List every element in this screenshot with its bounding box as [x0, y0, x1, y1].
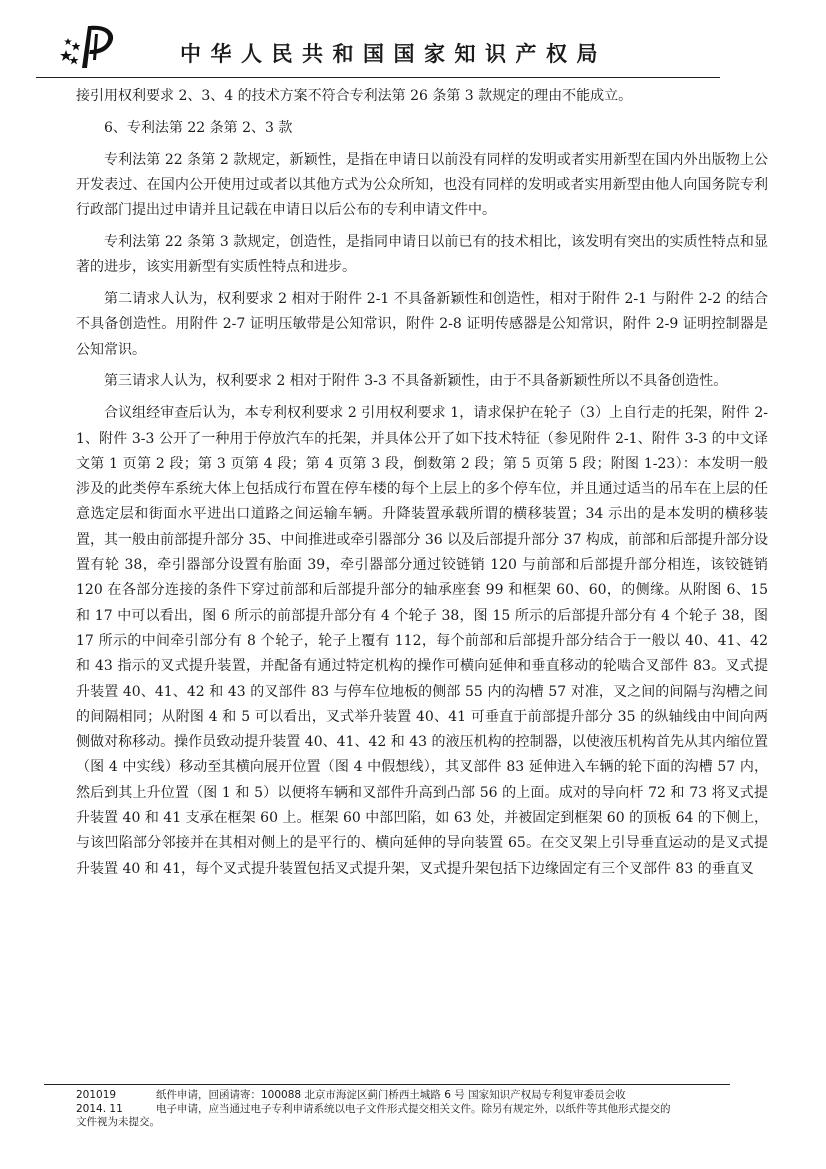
paragraph: 第三请求人认为，权利要求 2 相对于附件 3-3 不具备新颖性，由于不具备新颖性所以不具备创造性。: [104, 373, 728, 390]
footer-mail-note: 纸件申请，回函请寄：100088 北京市海淀区蓟门桥西土城路 6 号 国家知识产权局专利复审委员会收: [156, 1089, 626, 1101]
paragraph: 专利法第 22 条第 3 款规定，创造性，是指同申请日以前已有的技术相比，该发明有突出的实质性特点和显著的进步，该实用新型有实质性特点和进步。: [76, 233, 768, 276]
paragraph: 第二请求人认为，权利要求 2 相对于附件 2-1 不具备新颖性和创造性，相对于附件 2-1 与附件 2-2 的结合不具备创造性。用附件 2-7 证明压敏带是公知常识，附件 2-8 证明传感器是公知常识，附件 2-9 证明控制器是公知常识。: [76, 291, 768, 358]
paragraph: 合议组经审查后认为，本专利权利要求 2 引用权利要求 1，请求保护在轮子（3）上自行走的托架，附件 2-1、附件 3-3 公开了一种用于停放汽车的托架，并具体公开了如下技术特征（参见附件 2-1、附件 3-3 的中文译文第 1 页第 2 段；第 3 页第 4 段；第 4 页第 3 段，倒数第 2 段；第 5 页第 5 段；附图 1-23）：本发明一般涉及的此类停车系统大体上包括成行布置在停车楼的每个上层上的多个停车位，并且通过适当的吊车在上层的任意选定层和街面水平进出口道路之间运输车辆。升降装置承载所谓的横移装置；34 示出的是本发明的横移装置，其一般由前部提升部分 35、中间推进或牵引器部分 36 以及后部提升部分 37 构成，前部和后部提升部分设置有轮 38，牵引器部分设置有胎面 39，牵引器部分通过铰链销 120 与前部和后部提升部分相连，该铰链销 120 在各部分连接的条件下穿过前部和后部提升部分的轴承座套 99 和框架 60、60，的侧缘。从附图 6、15 和 17 中可以看出，图 6 所示的前部提升部分有 4 个轮子 38，图 15 所示的后部提升部分有 4 个轮子 38，图 17 所示的中间牵引部分有 8 个轮子，轮子上覆有 112，每个前部和后部提升部分结合于一般以 40、41、42 和 43 指示的叉式提升装置，并配备有通过特定机构的操作可横向延伸和垂直移动的轮啮合叉部件 83。叉式提升装置 40、41、42 和 43 的叉部件 83 与停车位地板的侧部 55 内的沟槽 57 对准，叉之间的间隔与沟槽之间的间隔相同；从附图 4 和 5 可以看出，叉式举升装置 40、41 可垂直于前部提升部分 35 的纵轴线由中间向两侧做对称移动。操作员致动提升装置 40、41、42 和 43 的液压机构的控制器，以使液压机构首先从其内缩位置（图 4 中实线）移动至其横向展开位置（图 4 中假想线），其叉部件 83 延伸进入车辆的轮下面的沟槽 57 内，然后到其上升位置（图 1 和 5）以便将车辆和叉部件升高到凸部 56 的上面。成对的导向杆 72 和 73 将叉式提升装置 40 和 41 支承在框架 60 上。框架 60 中部凹陷，如 63 处，并被固定到框架 60 的顶板 64 的下侧上，与该凹陷部分邻接并在其相对侧上的是平行的、横向延伸的导向装置 65。在交叉架上引导垂直运动的是叉式提升装置 40 和 41，每个叉式提升装置包括叉式提升架，叉式提升架包括下边缘固定有三个叉部件 83 的垂直叉: [76, 405, 768, 877]
form-date: 2014. 11: [76, 1102, 123, 1115]
header-divider: [36, 77, 720, 78]
section-heading: 6、专利法第 22 条第 2、3 款: [104, 119, 293, 136]
page-title: 中华人民共和国国家知识产权局: [180, 42, 607, 66]
document-body: [76, 84, 768, 888]
footer-electronic-note: 电子申请，应当通过电子专利申请系统以电子文件形式提交相关文件。除另有规定外，以纸件等其他形式提交的: [156, 1102, 671, 1115]
footer-divider: [44, 1084, 730, 1085]
footer: [76, 1089, 776, 1130]
cnipa-emblem-icon: [58, 20, 122, 70]
paragraph: 专利法第 22 条第 2 款规定，新颖性，是指在申请日以前没有同样的发明或者实用新型在国内外出版物上公开发表过、在国内公开使用过或者以其他方式为公众所知，也没有同样的发明或者实用新型由他人向国务院专利行政部门提出过申请并且记载在申请日以后公布的专利申请文件中。: [76, 151, 768, 219]
footer-electronic-note-cont: 文件视为未提交。: [76, 1116, 160, 1128]
paragraph: 接引用权利要求 2、3、4 的技术方案不符合专利法第 26 条第 3 款规定的理由不能成立。: [76, 88, 633, 104]
form-code: 201019: [76, 1089, 117, 1101]
